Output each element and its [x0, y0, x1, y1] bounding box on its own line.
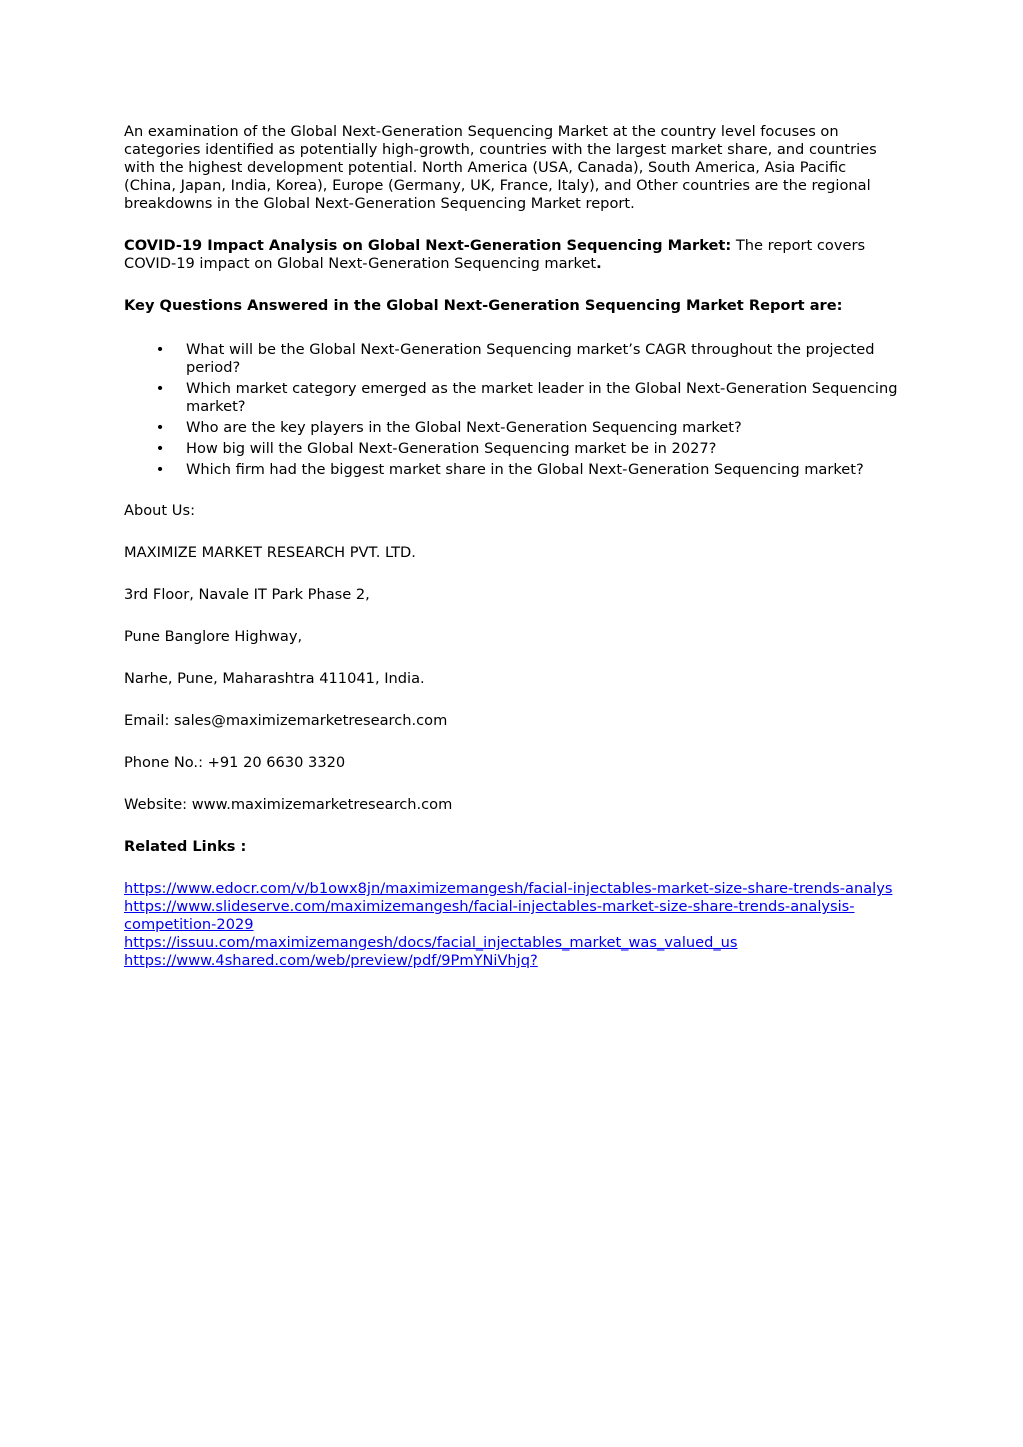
address-line-3: Narhe, Pune, Maharashtra 411041, India. [124, 670, 425, 687]
list-item-text: Which market category emerged as the market leader in the Global Next-Generation Sequencing market? [186, 380, 898, 415]
company-name: MAXIMIZE MARKET RESEARCH PVT. LTD. [124, 544, 416, 561]
covid-text: The report covers COVID-19 impact on Global Next-Generation Sequencing market [124, 237, 866, 272]
key-questions-heading: Key Questions Answered in the Global Next-Generation Sequencing Market Report are: [124, 297, 843, 314]
list-item-text: How big will the Global Next-Generation Sequencing market be in 2027? [186, 440, 717, 457]
bullet-icon: • [155, 341, 165, 358]
related-link[interactable]: https://www.4shared.com/web/preview/pdf/9PmYNiVhjq? [124, 952, 538, 969]
about-heading: About Us: [124, 502, 195, 519]
list-item [124, 419, 900, 437]
bullet-icon: • [155, 440, 165, 457]
address-line-1: 3rd Floor, Navale IT Park Phase 2, [124, 586, 370, 603]
bullet-icon: • [155, 461, 165, 478]
related-link[interactable]: https://issuu.com/maximizemangesh/docs/facial_injectables_market_was_valued_us [124, 934, 738, 951]
document-page [124, 123, 900, 970]
list-item [124, 461, 900, 479]
contact-phone: Phone No.: +91 20 6630 3320 [124, 754, 346, 771]
related-links-list [124, 880, 900, 970]
related-links-heading: Related Links : [124, 838, 247, 855]
contact-website: Website: www.maximizemarketresearch.com [124, 796, 453, 813]
list-item-text: Which firm had the biggest market share in the Global Next-Generation Sequencing market? [186, 461, 864, 478]
intro-paragraph: An examination of the Global Next-Generation Sequencing Market at the country level focuses on categories identified as potentially high-growth, countries with the largest market share, and countries with the highest development potential. North America (USA, Canada), South America, Asia Pacific (China, Japan, India, Korea), Europe (Germany, UK, France, Italy), and Other countries are the regional breakdowns in the Global Next-Generation Sequencing Market report. [124, 123, 877, 212]
covid-paragraph [124, 237, 900, 273]
contact-email: Email: sales@maximizemarketresearch.com [124, 712, 448, 729]
list-item [124, 341, 900, 377]
bullet-icon: • [155, 380, 165, 397]
key-questions-list [124, 341, 900, 479]
list-item-text: Who are the key players in the Global Next-Generation Sequencing market? [186, 419, 742, 436]
list-item [124, 380, 900, 416]
related-link[interactable]: https://www.edocr.com/v/b1owx8jn/maximizemangesh/facial-injectables-market-size-share-trends-analys [124, 880, 893, 897]
covid-heading: COVID-19 Impact Analysis on Global Next-Generation Sequencing Market: [124, 237, 732, 254]
list-item-text: What will be the Global Next-Generation Sequencing market’s CAGR throughout the projected period? [186, 341, 875, 376]
list-item [124, 440, 900, 458]
address-line-2: Pune Banglore Highway, [124, 628, 303, 645]
bullet-icon: • [155, 419, 165, 436]
covid-end: . [596, 255, 602, 272]
related-link[interactable]: https://www.slideserve.com/maximizemangesh/facial-injectables-market-size-share-trends-analysis-competition-2029 [124, 898, 855, 933]
